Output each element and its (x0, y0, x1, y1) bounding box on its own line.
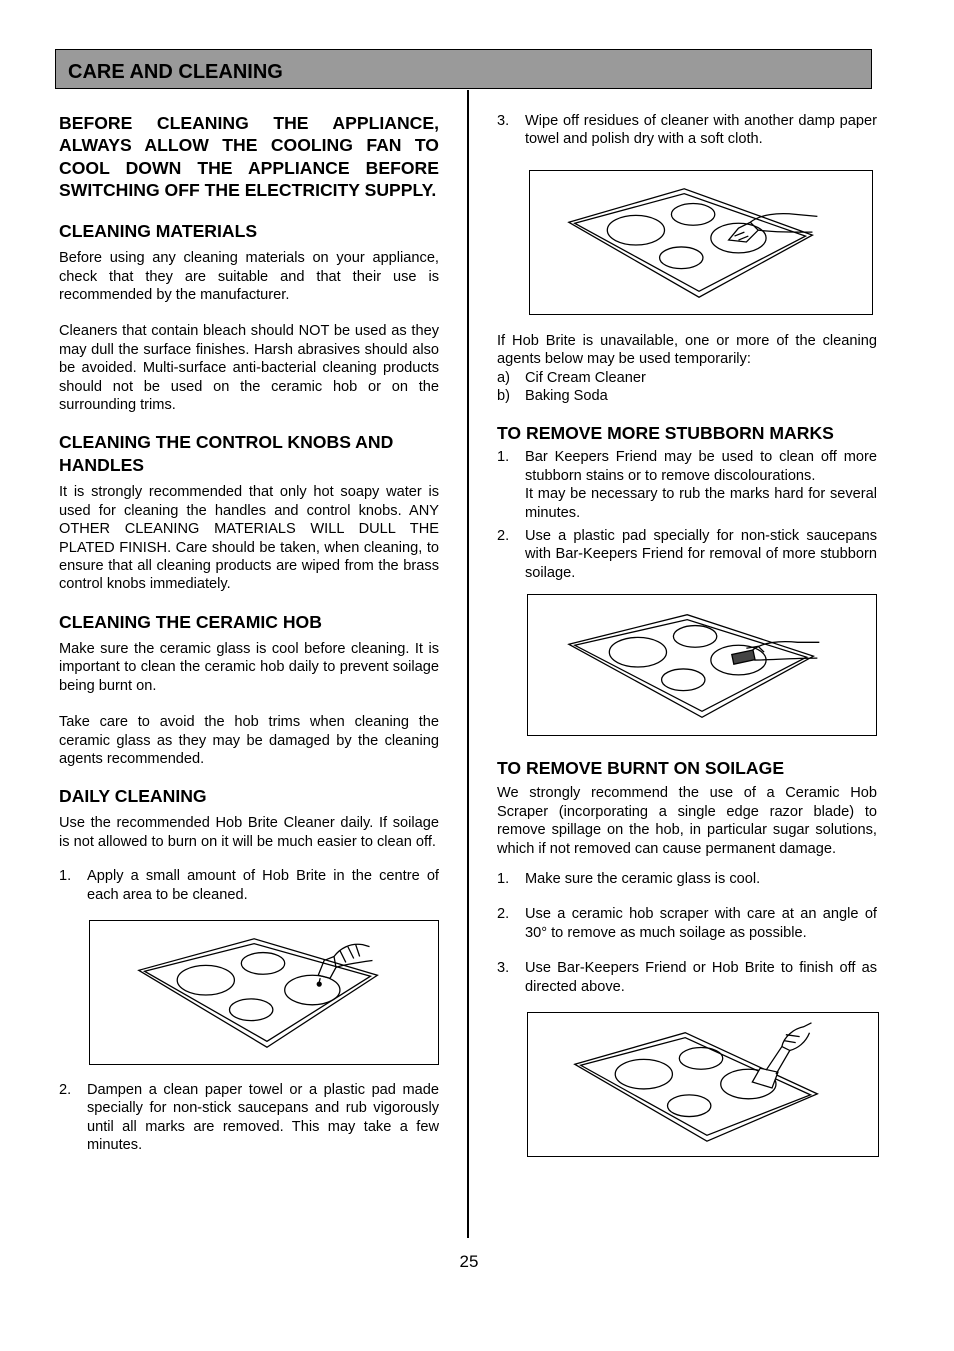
item-text: Baking Soda (525, 388, 608, 405)
step-text-line-b: It may be necessary to rub the marks hard for several minutes. (525, 486, 877, 521)
heading-stubborn-marks: TO REMOVE MORE STUBBORN MARKS (497, 423, 834, 444)
item-label: b) (497, 388, 510, 405)
alternative-cleaner-a (497, 369, 877, 387)
step-number: 2. (497, 528, 510, 545)
item-text: Cif Cream Cleaner (525, 369, 646, 386)
heading-daily-cleaning: DAILY CLEANING (59, 786, 207, 807)
left-column (59, 112, 439, 1155)
burnt-step-1 (497, 870, 877, 888)
step-text: Apply a small amount of Hob Brite in the centre of each area to be cleaned. (87, 868, 439, 903)
item-label: a) (497, 369, 510, 386)
figure-hob-scraper (527, 1012, 879, 1157)
right-column (497, 112, 877, 1157)
step-text: Use a plastic pad specially for non-stick saucepans with Bar-Keepers Friend for removal of more stubborn soilage. (525, 528, 877, 581)
column-divider (467, 90, 469, 1238)
alternative-cleaner-b (497, 387, 877, 405)
knobs-paragraph: It is strongly recommended that only hot soapy water is used for cleaning the handles and control knobs. ANY OTHER CLEANING MATERIALS WILL DULL THE PLATED FINISH. Care should be taken, when cleaning, to ensure that all cleaning products are wiped from the brass control knobs immediately. (59, 484, 439, 593)
step-number: 1. (497, 449, 510, 466)
daily-step-3 (497, 112, 877, 149)
stubborn-step-2 (497, 527, 877, 582)
burnt-paragraph: We strongly recommend the use of a Ceramic Hob Scraper (incorporating a single edge razor blade) to remove spillage on the hob, in particular sugar solutions, which if not removed can cause permanent damage. (497, 785, 877, 857)
step-text: Use a ceramic hob scraper with care at an angle of 30° to remove as much soilage as possible. (525, 906, 877, 941)
step-number: 2. (497, 906, 510, 923)
step-number: 3. (497, 960, 510, 977)
step-text-line-a: Bar Keepers Friend may be used to clean off more stubborn stains or to remove discolourations. (525, 449, 877, 484)
burnt-step-2 (497, 905, 877, 942)
burnt-step-3 (497, 959, 877, 996)
step-number: 2. (59, 1081, 72, 1098)
step-number: 1. (497, 870, 510, 887)
step-number: 3. (497, 113, 510, 129)
page-number: 25 (459, 1252, 479, 1271)
section-header-bar (55, 49, 872, 89)
hob-illustration-wipe (530, 171, 872, 314)
step-text (525, 448, 877, 522)
hob-illustration-scraper (528, 1013, 878, 1156)
figure-wipe-polish (529, 170, 873, 315)
daily-step-2 (59, 1081, 439, 1155)
ceramic-paragraph-2: Take care to avoid the hob trims when cleaning the ceramic glass as they may be damaged by the cleaning agents recommended. (59, 714, 439, 767)
figure-apply-hob-brite (89, 920, 439, 1065)
figure-plastic-pad (527, 594, 877, 736)
hob-illustration-apply (90, 921, 438, 1064)
daily-step-1 (59, 867, 439, 904)
hob-illustration-pad (528, 595, 876, 735)
safety-warning: BEFORE CLEANING THE APPLIANCE, ALWAYS ALLOW THE COOLING FAN TO COOL DOWN THE APPLIANCE BEFORE SWITCHING OFF THE ELECTRICITY SUPPLY. (59, 113, 439, 200)
step-number: 1. (59, 868, 72, 885)
stubborn-step-1 (497, 448, 877, 522)
step-text: Use Bar-Keepers Friend or Hob Brite to finish off as directed above. (525, 960, 877, 995)
heading-burnt-soilage: TO REMOVE BURNT ON SOILAGE (497, 758, 785, 779)
ceramic-paragraph-1: Make sure the ceramic glass is cool before cleaning. It is important to clean the ceramic hob daily to prevent soilage being burnt on. (59, 640, 439, 694)
daily-paragraph: Use the recommended Hob Brite Cleaner daily. If soilage is not allowed to burn on it will be much easier to clean off. (59, 815, 439, 850)
alternative-cleaners-intro: If Hob Brite is unavailable, one or more of the cleaning agents below may be used temporarily: (497, 332, 877, 368)
heading-ceramic-hob: CLEANING THE CERAMIC HOB (59, 611, 322, 632)
materials-paragraph-1: Before using any cleaning materials on your appliance, check that they are suitable and that their use is recommended by the manufacturer. (59, 250, 439, 303)
step-text: Wipe off residues of cleaner with another damp paper towel and polish dry with a soft cloth. (525, 113, 877, 148)
section-title: CARE AND CLEANING (68, 61, 283, 83)
step-text: Make sure the ceramic glass is cool. (525, 870, 761, 887)
step-text: Dampen a clean paper towel or a plastic pad made specially for non-stick saucepans and rub vigorously until all marks are removed. This may take a few minutes. (87, 1081, 439, 1154)
heading-control-knobs: CLEANING THE CONTROL KNOBS AND HANDLES (59, 432, 394, 476)
heading-cleaning-materials: CLEANING MATERIALS (59, 221, 258, 242)
materials-paragraph-2: Cleaners that contain bleach should NOT be used as they may dull the surface finishes. Harsh abrasives should also be avoided. Multi-surface anti-bacterial cleaning products should not be used on the ceramic hob or on the surrounding trims. (59, 323, 439, 414)
